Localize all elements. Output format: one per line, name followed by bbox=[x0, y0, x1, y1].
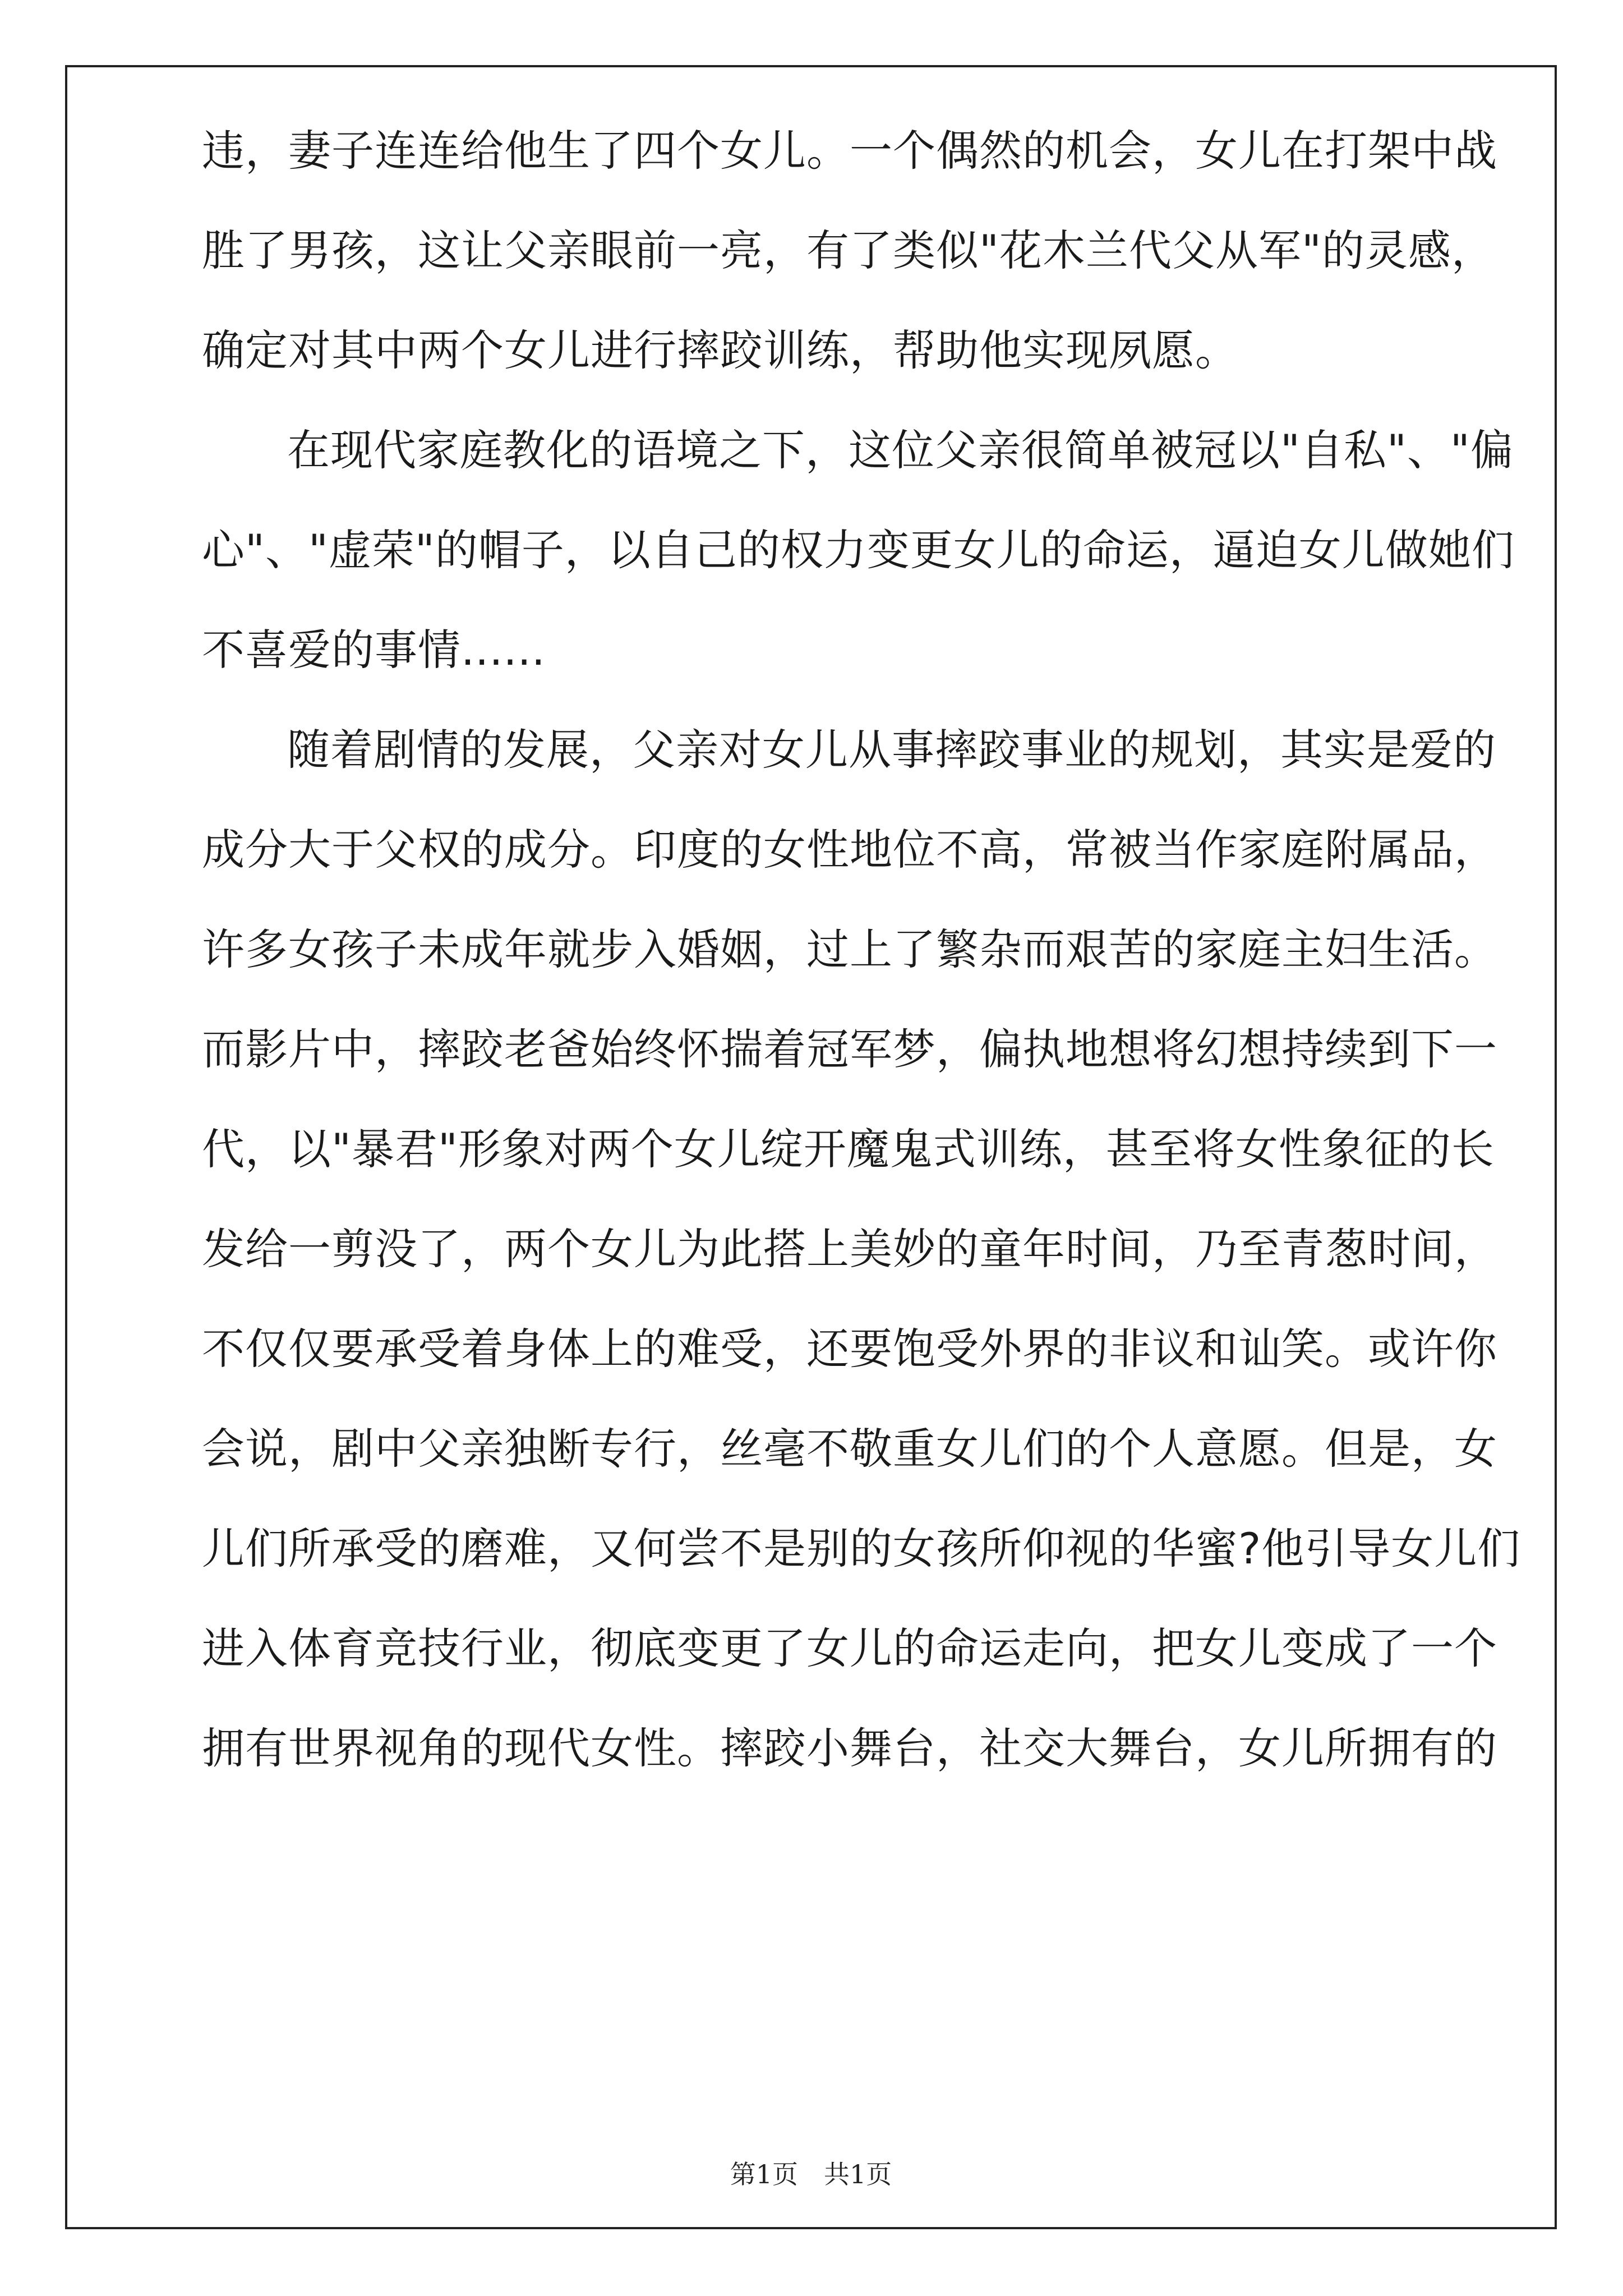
document-body bbox=[202, 101, 1521, 1798]
text-line: 会说，剧中父亲独断专行，丝毫不敬重女儿们的个人意愿。但是，女 bbox=[202, 1424, 1497, 1474]
page-frame bbox=[65, 65, 1557, 2229]
text-line: 成分大于父权的成分。印度的女性地位不高，常被当作家庭附属品， bbox=[202, 825, 1497, 875]
text-line: 儿们所承受的磨难，又何尝不是别的女孩所仰视的华蜜?他引导女儿们 bbox=[202, 1524, 1521, 1573]
text-line: 而影片中，摔跤老爸始终怀揣着冠军梦，偏执地想将幻想持续到下一 bbox=[202, 1024, 1497, 1074]
text-line: 违，妻子连连给他生了四个女儿。一个偶然的机会，女儿在打架中战 bbox=[202, 126, 1497, 176]
text-line: 胜了男孩，这让父亲眼前一亮，有了类似"花木兰代父从军"的灵感， bbox=[202, 226, 1495, 275]
text-line: 不仅仅要承受着身体上的难受，还要饱受外界的非议和讪笑。或许你 bbox=[202, 1324, 1497, 1374]
text-line: 随着剧情的发展，父亲对女儿从事摔跤事业的规划，其实是爱的 bbox=[287, 725, 1496, 775]
text-line: 进入体育竞技行业，彻底变更了女儿的命运走向，把女儿变成了一个 bbox=[202, 1623, 1497, 1673]
page-footer: 第1页 共1页 bbox=[730, 2159, 892, 2189]
text-line: 发给一剪没了，两个女儿为此搭上美妙的童年时间，乃至青葱时间， bbox=[202, 1224, 1497, 1274]
text-line: 许多女孩子未成年就步入婚姻，过上了繁杂而艰苦的家庭主妇生活。 bbox=[202, 924, 1497, 974]
text-line: 不喜爱的事情...... bbox=[202, 625, 546, 675]
text-line: 代，以"暴君"形象对两个女儿绽开魔鬼式训练，甚至将女性象征的长 bbox=[202, 1124, 1495, 1174]
text-line: 心"、"虚荣"的帽子，以自己的权力变更女儿的命运，逼迫女儿做她们 bbox=[202, 525, 1515, 575]
text-line: 在现代家庭教化的语境之下，这位父亲很简单被冠以"自私"、"偏 bbox=[287, 425, 1514, 475]
text-line: 拥有世界视角的现代女性。摔跤小舞台，社交大舞台，女儿所拥有的 bbox=[202, 1723, 1497, 1773]
text-line: 确定对其中两个女儿进行摔跤训练，帮助他实现夙愿。 bbox=[202, 325, 1238, 375]
